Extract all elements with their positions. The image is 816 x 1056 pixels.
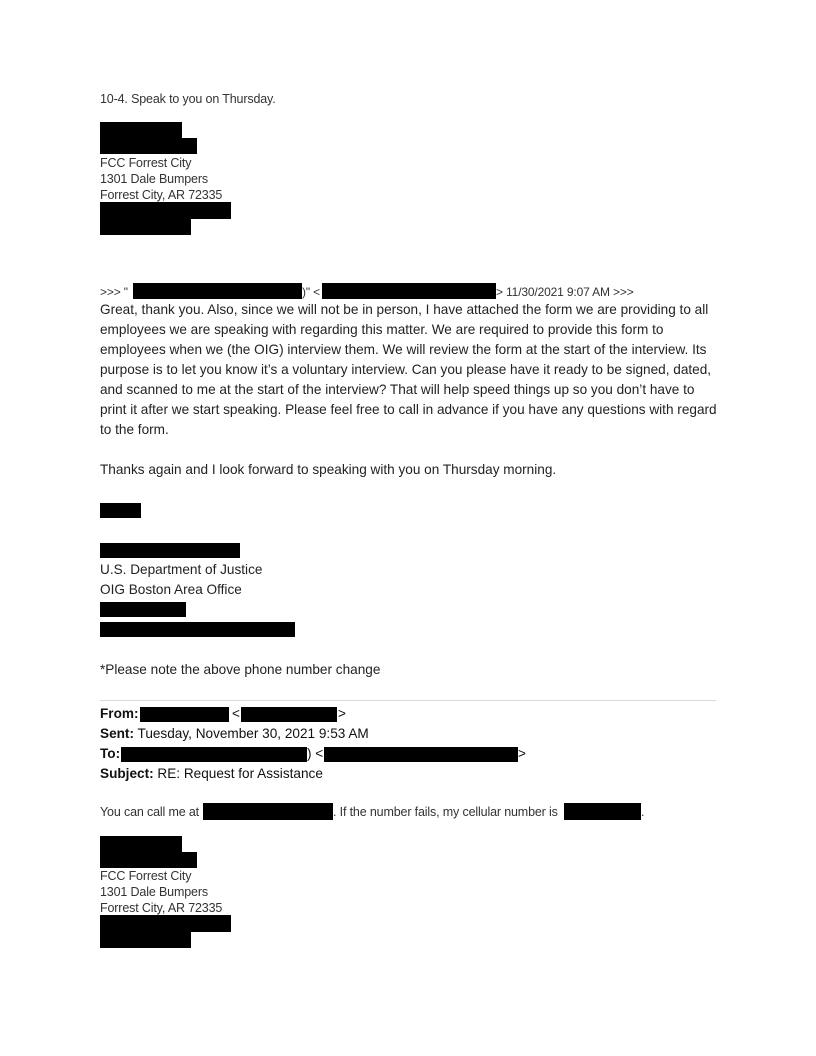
redaction-box bbox=[564, 803, 641, 820]
redaction-box bbox=[100, 836, 182, 852]
quoted-suffix: > 11/30/2021 9:07 AM >>> bbox=[496, 285, 634, 299]
signature-facility: FCC Forrest City bbox=[100, 869, 192, 883]
call-text-1: You can call me at bbox=[100, 805, 199, 819]
to-bracket-close: > bbox=[518, 746, 526, 761]
quoted-mid: )" < bbox=[302, 285, 320, 299]
redaction-box bbox=[203, 803, 333, 820]
redaction-box bbox=[121, 747, 307, 762]
message-closing: Thanks again and I look forward to speaking with you on Thursday morning. bbox=[100, 462, 557, 477]
from-bracket-close: > bbox=[338, 706, 346, 721]
call-text-3: . bbox=[641, 805, 645, 819]
signature-office: OIG Boston Area Office bbox=[100, 582, 242, 597]
subject-value: RE: Request for Assistance bbox=[157, 766, 323, 781]
to-label: To: bbox=[100, 746, 121, 761]
redaction-box bbox=[133, 283, 302, 299]
redaction-box bbox=[100, 219, 191, 235]
reply-message: 10-4. Speak to you on Thursday. bbox=[100, 92, 276, 106]
redaction-box bbox=[241, 707, 337, 722]
message-paragraph: Great, thank you. Also, since we will not be in person, I have attached the form we are providing to all employees we are speaking with regarding this matter. We are required to provide this form to employees when we (the OIG) interview them. We will review the form at the start of the interview. Its purpose is to let you know it’s a voluntary interview. Can you please have it ready to be signed, dated, and scanned to me at the start of the interview? That will help speed things up so you don’t have to print it after we start speaking. Please feel free to call in advance if you have any questions with regard to the form. bbox=[100, 302, 717, 437]
redaction-box bbox=[100, 622, 295, 637]
from-label: From: bbox=[100, 706, 139, 721]
redaction-box bbox=[100, 602, 186, 617]
redaction-box bbox=[100, 932, 191, 948]
redaction-box bbox=[100, 503, 141, 518]
header-divider bbox=[100, 700, 716, 701]
quoted-prefix: >>> " bbox=[100, 285, 128, 299]
redaction-box bbox=[322, 283, 496, 299]
signature-street: 1301 Dale Bumpers bbox=[100, 172, 208, 186]
signature-street: 1301 Dale Bumpers bbox=[100, 885, 208, 899]
redaction-box bbox=[100, 122, 182, 138]
redaction-box bbox=[324, 747, 518, 762]
to-mid: ) < bbox=[307, 746, 324, 761]
redaction-box bbox=[100, 138, 197, 154]
redaction-box bbox=[100, 543, 240, 558]
redaction-box bbox=[100, 202, 231, 219]
sent-row: Sent: Tuesday, November 30, 2021 9:53 AM bbox=[100, 726, 369, 741]
subject-row: Subject: RE: Request for Assistance bbox=[100, 766, 323, 781]
redaction-box bbox=[100, 852, 197, 868]
signature-facility: FCC Forrest City bbox=[100, 156, 192, 170]
call-text-2: . If the number fails, my cellular number is bbox=[333, 805, 558, 819]
phone-change-note: *Please note the above phone number change bbox=[100, 662, 381, 677]
from-bracket-open: < bbox=[232, 706, 240, 721]
signature-city: Forrest City, AR 72335 bbox=[100, 901, 223, 915]
signature-department: U.S. Department of Justice bbox=[100, 562, 263, 577]
redaction-box bbox=[140, 707, 229, 722]
redaction-box bbox=[100, 915, 231, 932]
sent-date: Tuesday, November 30, 2021 9:53 AM bbox=[137, 726, 369, 741]
signature-city: Forrest City, AR 72335 bbox=[100, 188, 223, 202]
